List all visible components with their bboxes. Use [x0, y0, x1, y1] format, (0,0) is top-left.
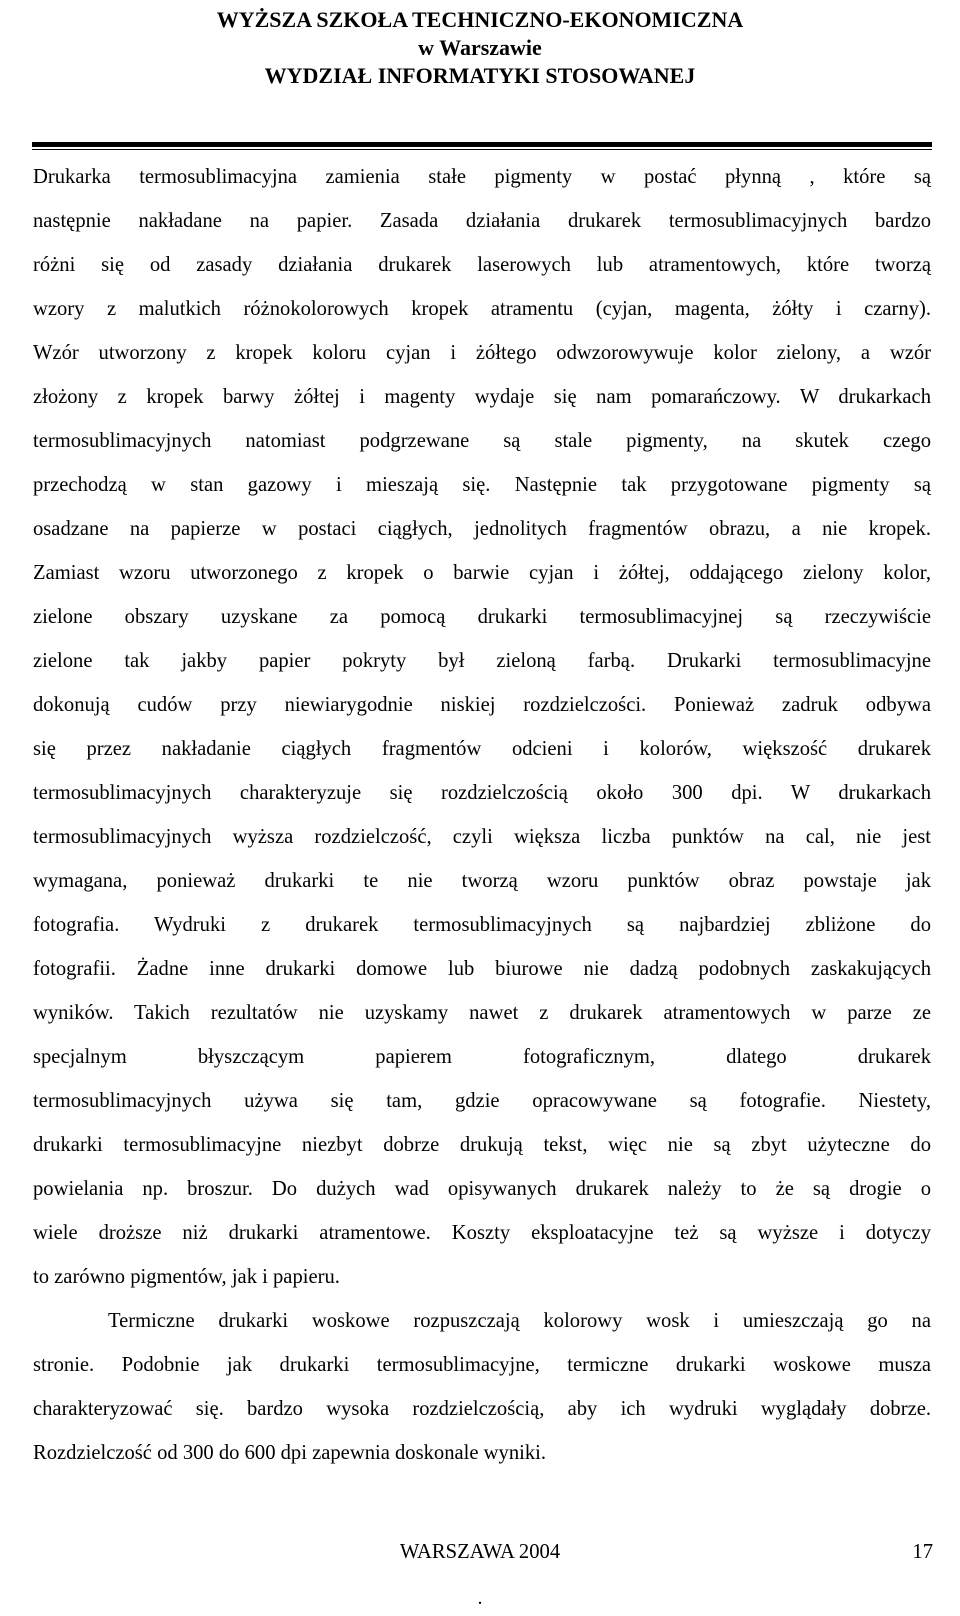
text-line: termosublimacyjnych używa się tam, gdzie opracowywane są fotografie. Niestety, — [33, 1090, 931, 1112]
text-line: specjalnym błyszczącym papierem fotograficznym, dlatego drukarek — [33, 1046, 931, 1068]
text-line: Wzór utworzony z kropek koloru cyjan i żółtego odwzorowywuje kolor zielony, a wzór — [33, 342, 931, 364]
text-line: wyników. Takich rezultatów nie uzyskamy nawet z drukarek atramentowych w parze ze — [33, 1002, 931, 1024]
text-line: przechodzą w stan gazowy i mieszają się. Następnie tak przygotowane pigmenty są — [33, 474, 931, 496]
header-school-name: WYŻSZA SZKOŁA TECHNICZNO-EKONOMICZNA — [216, 7, 744, 32]
text-line: powielania np. broszur. Do dużych wad opisywanych drukarek należy to że są drogie o — [33, 1178, 931, 1200]
text-line: termosublimacyjnych natomiast podgrzewane są stale pigmenty, na skutek czego — [33, 430, 931, 452]
body-text — [33, 155, 931, 1475]
text-line: charakteryzować się. bardzo wysoka rozdzielczością, aby ich wydruki wyglądały dobrze. — [33, 1398, 931, 1420]
text-line: drukarki termosublimacyjne niezbyt dobrze drukują tekst, więc nie są zbyt użyteczne do — [33, 1134, 931, 1156]
text-line: dokonują cudów przy niewiarygodnie niskiej rozdzielczości. Ponieważ zadruk odbywa — [33, 694, 931, 716]
text-line: złożony z kropek barwy żółtej i magenty wydaje się nam pomarańczowy. W drukarkach — [33, 386, 931, 408]
header-city: w Warszawie — [418, 35, 542, 60]
text-line: zielone tak jakby papier pokryty był zieloną farbą. Drukarki termosublimacyjne — [33, 650, 931, 672]
text-line: wymagana, ponieważ drukarki te nie tworzą wzoru punktów obraz powstaje jak — [33, 870, 931, 892]
text-line: stronie. Podobnie jak drukarki termosublimacyjne, termiczne drukarki woskowe musza — [33, 1354, 931, 1376]
text-line: Drukarka termosublimacyjna zamienia stałe pigmenty w postać płynną , które są — [33, 166, 931, 188]
text-line: wiele droższe niż drukarki atramentowe. Koszty eksploatacyjne też są wyższe i dotyczy — [33, 1222, 931, 1244]
footer-dot: . — [477, 1587, 483, 1609]
header-rule-thick — [32, 142, 932, 147]
text-line: termosublimacyjnych wyższa rozdzielczość, czyli większa liczba punktów na cal, nie jest — [33, 826, 931, 848]
text-line: różni się od zasady działania drukarek laserowych lub atramentowych, które tworzą — [33, 254, 931, 276]
header-faculty: WYDZIAŁ INFORMATYKI STOSOWANEJ — [264, 63, 696, 88]
text-line: zielone obszary uzyskane za pomocą drukarki termosublimacyjnej są rzeczywiście — [33, 606, 931, 628]
text-line: fotografii. Żadne inne drukarki domowe lub biurowe nie dadzą podobnych zaskakujących — [33, 958, 931, 980]
header-rule-thin — [32, 149, 932, 150]
document-header — [0, 6, 960, 90]
text-line: się przez nakładanie ciągłych fragmentów odcieni i kolorów, większość drukarek — [33, 738, 931, 760]
footer-city-year: WARSZAWA 2004 — [399, 1541, 561, 1563]
text-line: wzory z malutkich różnokolorowych kropek atramentu (cyjan, magenta, żółty i czarny). — [33, 298, 931, 320]
footer-page-number: 17 — [912, 1541, 933, 1563]
text-line: Zamiast wzoru utworzonego z kropek o barwie cyjan i żółtej, oddającego zielony kolor, — [33, 562, 931, 584]
text-line-paragraph-end: to zarówno pigmentów, jak i papieru. — [33, 1266, 340, 1288]
text-line: termosublimacyjnych charakteryzuje się rozdzielczością około 300 dpi. W drukarkach — [33, 782, 931, 804]
text-line-paragraph-end: Rozdzielczość od 300 do 600 dpi zapewnia doskonale wyniki. — [33, 1442, 547, 1464]
text-line: fotografia. Wydruki z drukarek termosublimacyjnych są najbardziej zbliżone do — [33, 914, 931, 936]
text-line: następnie nakładane na papier. Zasada działania drukarek termosublimacyjnych bardzo — [33, 210, 931, 232]
text-line: osadzane na papierze w postaci ciągłych, jednolitych fragmentów obrazu, a nie kropek. — [33, 518, 931, 540]
text-line-paragraph-start: Termiczne drukarki woskowe rozpuszczają kolorowy wosk i umieszczają go na — [108, 1310, 931, 1332]
